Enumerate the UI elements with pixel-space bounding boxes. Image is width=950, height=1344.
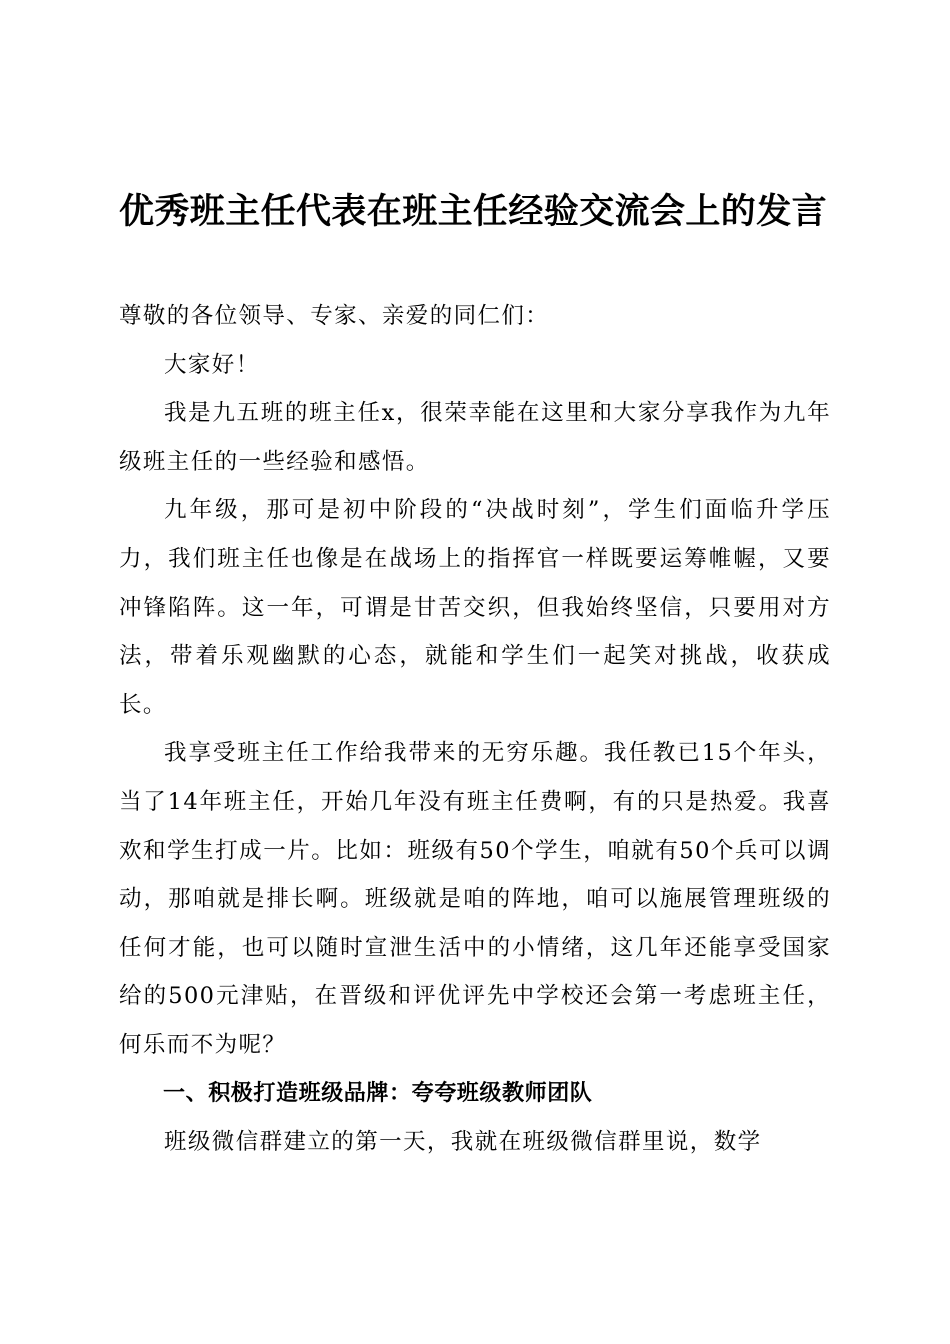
enjoyment-paragraph: 我享受班主任工作给我带来的无穷乐趣。我任教已15个年头，当了14年班主任，开始几年没有班主任费啊，有的只是热爱。我喜欢和学生打成一片。比如：班级有50个学生，咱就有50个兵可以调动，那咱就是排长啊。班级就是咱的阵地，咱可以施展管理班级的任何才能，也可以随时宣泄生活中的小情绪，这几年还能享受国家给的500元津贴，在晋级和评优评先中学校还会第一考虑班主任，何乐而不为呢？ [119,740,831,1058]
section-heading: 一、积极打造班级品牌：夸夸班级教师团队 [163,1080,593,1106]
greeting-paragraph: 大家好！ [164,351,260,378]
document-body [119,292,831,1167]
document-title: 优秀班主任代表在班主任经验交流会上的发言 [119,191,828,232]
introduction-paragraph: 我是九五班的班主任x，很荣幸能在这里和大家分享我作为九年级班主任的一些经验和感悟。 [119,400,831,475]
section-paragraph: 班级微信群建立的第一天，我就在班级微信群里说，数学 [164,1129,762,1156]
grade-nine-paragraph: 九年级，那可是初中阶段的“决战时刻”，学生们面临升学压力，我们班主任也像是在战场上的指挥官一样既要运筹帷幄，又要冲锋陷阵。这一年，可谓是甘苦交织，但我始终坚信，只要用对方法，带着乐观幽默的心态，就能和学生们一起笑对挑战，收获成长。 [119,497,831,718]
salutation: 尊敬的各位领导、专家、亲爱的同仁们： [119,303,550,329]
